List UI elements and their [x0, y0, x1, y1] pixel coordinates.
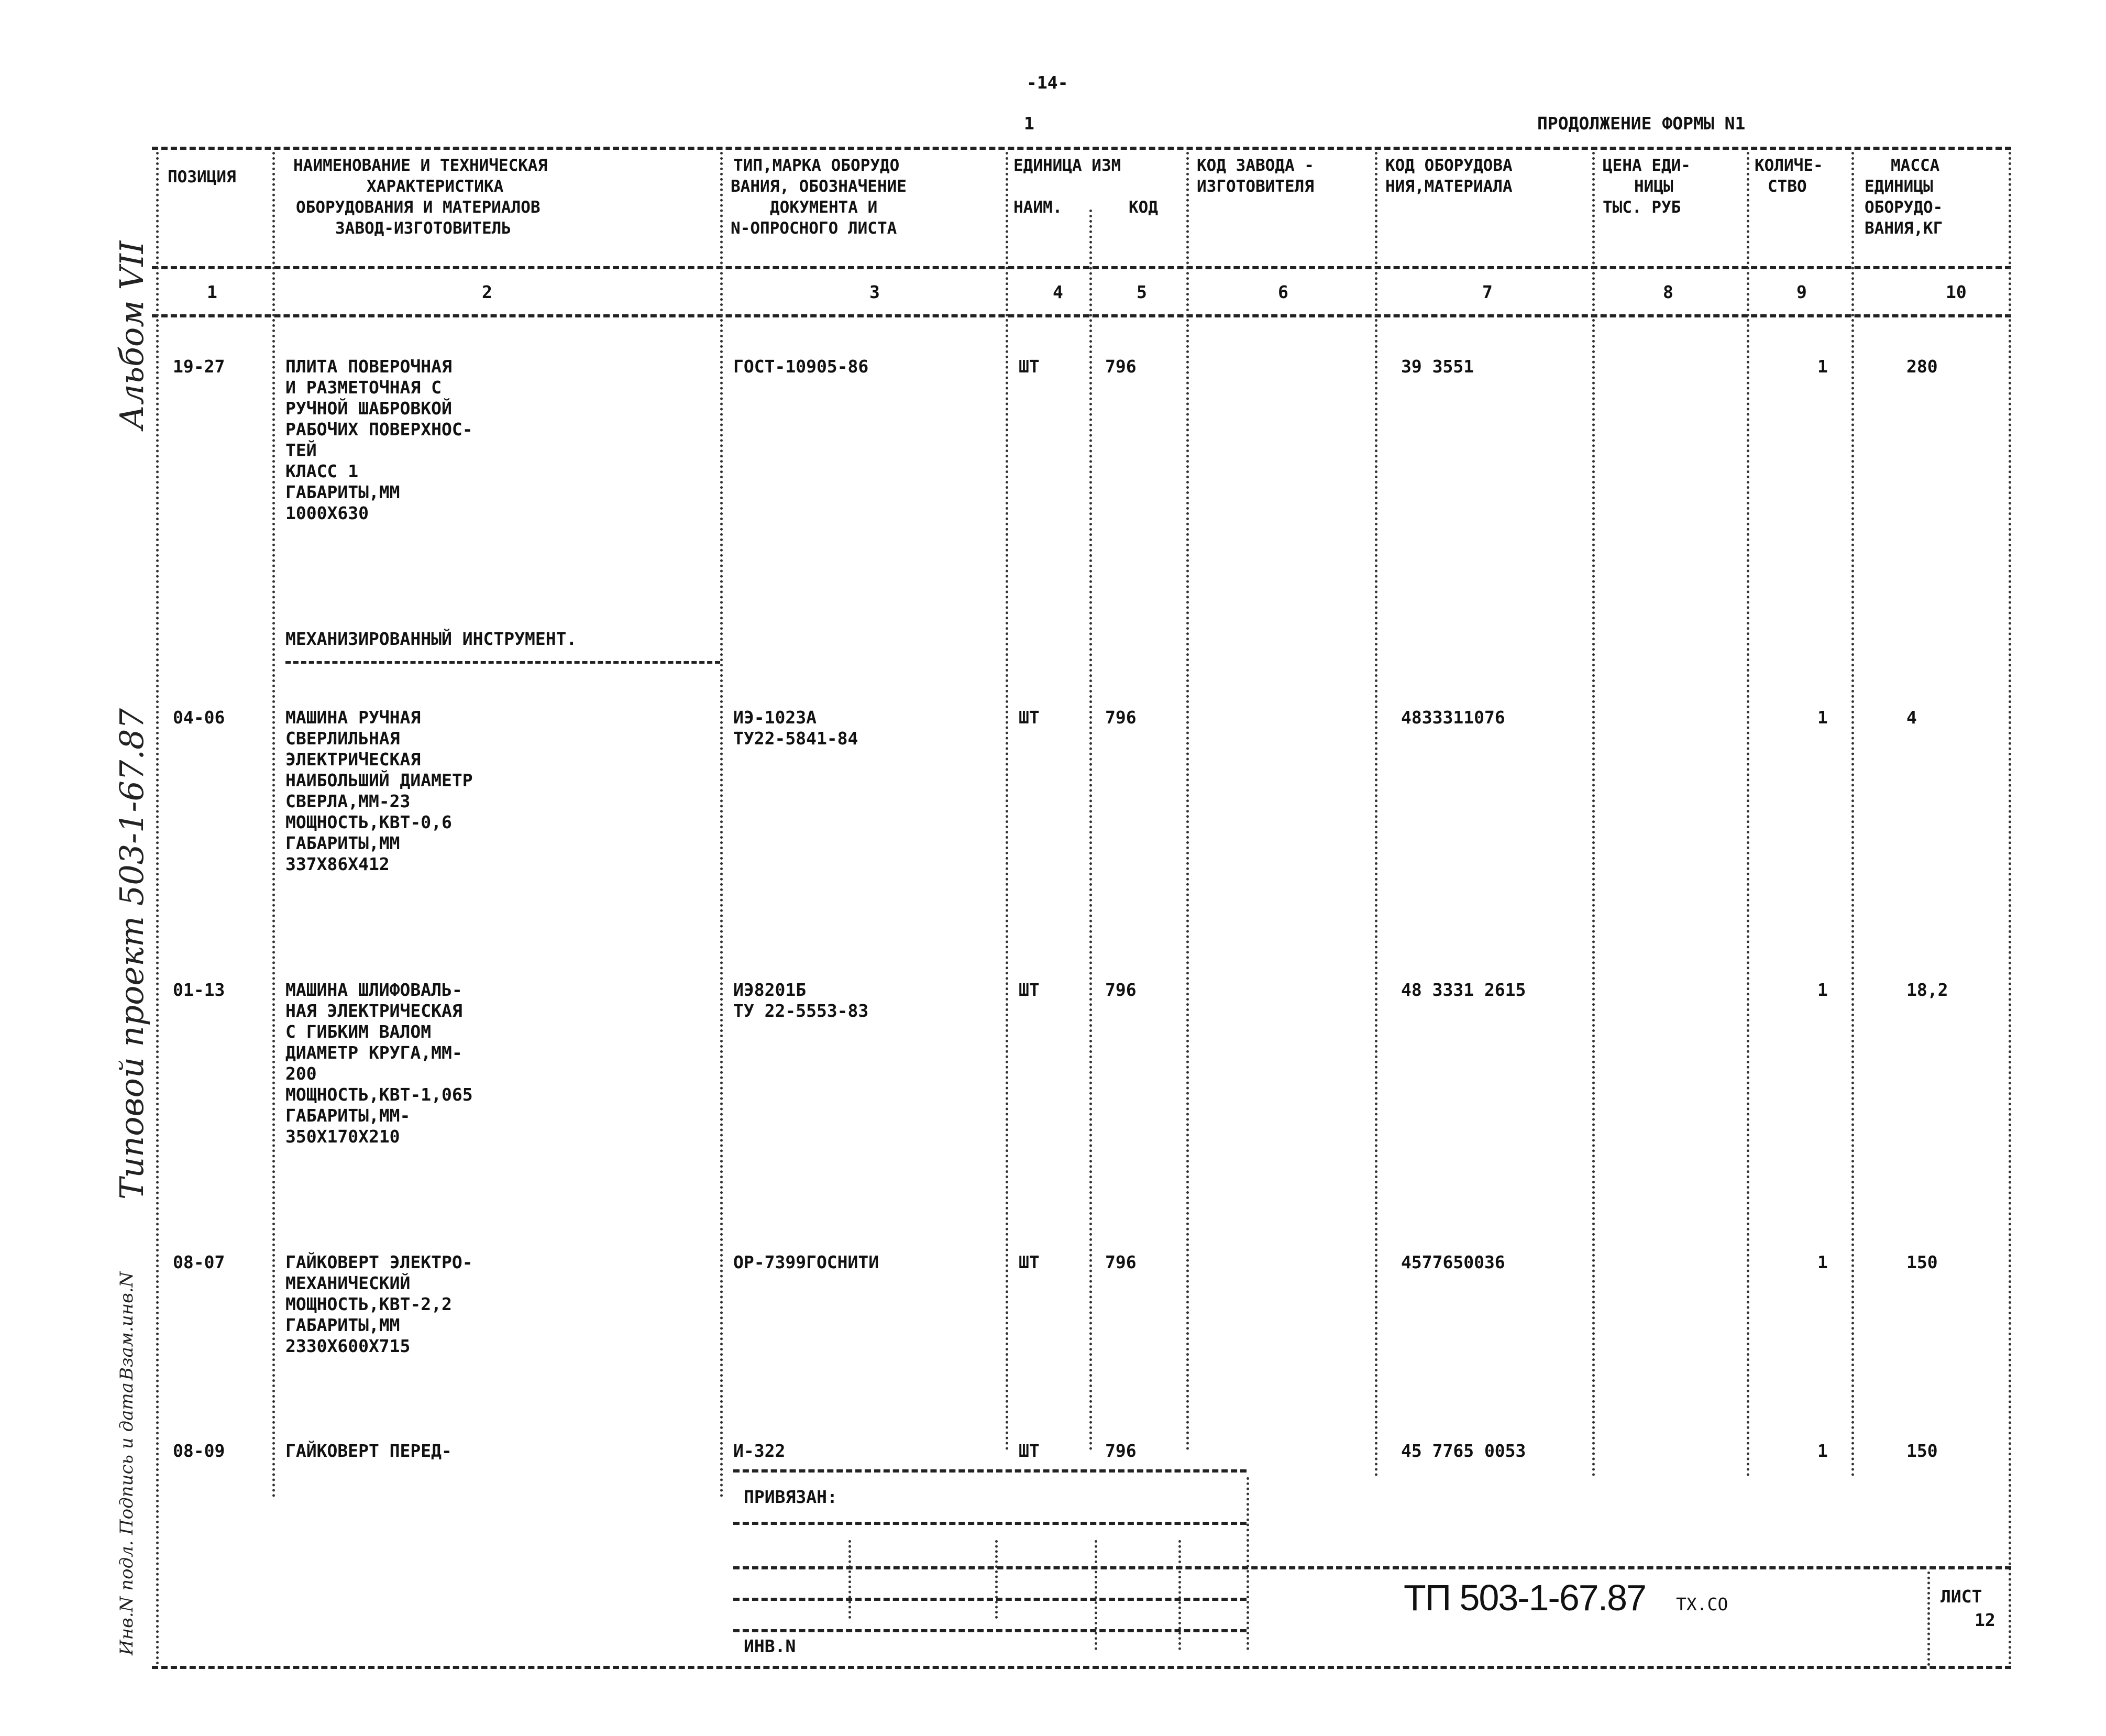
stamp-label-signature: Подпись и дата	[116, 1382, 137, 1535]
header-type-l4: N-ОПРОСНОГО ЛИСТА	[731, 219, 897, 238]
header-factory-code-l2: ИЗГОТОВИТЕЛЯ	[1197, 177, 1314, 196]
row-1-unit: ШТ	[1019, 356, 1040, 377]
row-4-qty: 1	[1817, 1252, 1828, 1272]
row-4-unit-code: 796	[1105, 1252, 1137, 1272]
row-3-qty: 1	[1817, 980, 1828, 1000]
row-4-name: ГАЙКОВЕРТ ЭЛЕКТРО- МЕХАНИЧЕСКИЙ МОЩНОСТЬ,КВТ-2,2 ГАБАРИТЫ,ММ 2330X600X715	[285, 1252, 473, 1356]
vrule-c3	[1006, 152, 1008, 1451]
header-mass-l3: ОБОРУДО-	[1865, 198, 1943, 217]
row-5-qty: 1	[1817, 1441, 1828, 1461]
row-3-position: 01-13	[173, 980, 225, 1000]
row-4-code: 4577650036	[1401, 1252, 1505, 1272]
rule-top	[152, 147, 2011, 150]
vrule-c8	[1747, 152, 1749, 1477]
header-qty-l2: СТВО	[1768, 177, 1807, 196]
vrule-c9	[1851, 152, 1854, 1477]
page-number: -14-	[1027, 72, 1068, 93]
stamp-rule-3	[733, 1566, 2011, 1569]
row-1-type: ГОСТ-10905-86	[733, 356, 869, 377]
row-5-name: ГАЙКОВЕРТ ПЕРЕД-	[285, 1441, 452, 1461]
header-mass-l1: МАССА	[1891, 156, 1940, 175]
header-price-l1: ЦЕНА ЕДИ-	[1603, 156, 1691, 175]
row-3-mass: 18,2	[1906, 980, 1948, 1000]
header-equipment-code-l2: НИЯ,МАТЕРИАЛА	[1385, 177, 1513, 196]
row-1-mass: 280	[1906, 356, 1938, 377]
row-1-name: ПЛИТА ПОВЕРОЧНАЯ И РАЗМЕТОЧНАЯ С РУЧНОЙ ШАБРОВКОЙ РАБОЧИХ ПОВЕРХНОС- ТЕЙ КЛАСС 1 ГАБАРИТЫ,ММ 1000X630	[285, 356, 473, 523]
header-name-l1: НАИМЕНОВАНИЕ И ТЕХНИЧЕСКАЯ	[293, 156, 548, 175]
colnum-6: 6	[1278, 282, 1288, 302]
row-2-unit: ШТ	[1019, 707, 1040, 728]
header-factory-code-l1: КОД ЗАВОДА -	[1197, 156, 1314, 175]
colnum-10: 10	[1946, 282, 1967, 302]
row-2-qty: 1	[1817, 707, 1828, 728]
colnum-2: 2	[482, 282, 492, 302]
row-3-type: ИЭ8201Б ТУ 22-5553-83	[733, 980, 869, 1021]
row-2-mass: 4	[1906, 707, 1917, 728]
side-label-album: Альбом VII	[113, 240, 151, 430]
row-4-type: ОР-7399ГОСНИТИ	[733, 1252, 879, 1272]
row-5-unit-code: 796	[1105, 1441, 1137, 1461]
vrule-right	[2009, 152, 2011, 1666]
doc-code: ТП 503-1-67.87	[1404, 1577, 1646, 1618]
header-unit-code: КОД	[1129, 198, 1158, 217]
row-1-position: 19-27	[173, 356, 225, 377]
header-equipment-code-l1: КОД ОБОРУДОВА	[1385, 156, 1513, 175]
stamp-vrule-right	[1247, 1477, 1249, 1650]
row-4-unit: ШТ	[1019, 1252, 1040, 1272]
rule-bottom	[152, 1666, 2011, 1669]
stamp-rule-4	[733, 1598, 1247, 1601]
doc-suffix: ТХ.СО	[1676, 1594, 1728, 1614]
header-name-l2: ХАРАКТЕРИСТИКА	[367, 177, 504, 196]
stamp-label-inv-original: Инв.N подл.	[116, 1540, 137, 1655]
rule-header-bottom	[152, 266, 2011, 269]
header-name-l4: ЗАВОД-ИЗГОТОВИТЕЛЬ	[335, 219, 511, 238]
top-mark: 1	[1024, 113, 1034, 134]
colnum-4: 4	[1053, 282, 1063, 302]
vrule-left	[156, 152, 159, 1666]
header-mass-l4: ВАНИЯ,КГ	[1865, 219, 1943, 238]
side-label-project: Типовой проект 503-1-67.87	[113, 708, 151, 1200]
row-3-unit: ШТ	[1019, 980, 1040, 1000]
row-5-type: И-322	[733, 1441, 786, 1461]
stamp-vrule-d	[995, 1540, 998, 1619]
row-5-mass: 150	[1906, 1441, 1938, 1461]
header-price-l2: НИЦЫ	[1634, 177, 1673, 196]
header-type-l2: ВАНИЯ, ОБОЗНАЧЕНИЕ	[731, 177, 907, 196]
stamp-rule-2	[733, 1522, 1247, 1525]
vrule-c6	[1375, 152, 1377, 1477]
vrule-c1	[272, 152, 275, 1498]
section-underline	[285, 661, 720, 664]
stamp-vrule-sheet	[1927, 1572, 1930, 1666]
stamp-vrule-a	[1095, 1540, 1097, 1650]
colnum-9: 9	[1796, 282, 1807, 302]
header-type-l3: ДОКУМЕНТА И	[770, 198, 878, 217]
header-unit-name: НАИМ.	[1013, 198, 1063, 217]
row-5-position: 08-09	[173, 1441, 225, 1461]
row-4-position: 08-07	[173, 1252, 225, 1272]
header-price-l3: ТЫС. РУБ	[1603, 198, 1681, 217]
row-2-unit-code: 796	[1105, 707, 1137, 728]
row-5-unit: ШТ	[1019, 1441, 1040, 1461]
colnum-8: 8	[1663, 282, 1673, 302]
row-1-qty: 1	[1817, 356, 1828, 377]
header-unit: ЕДИНИЦА ИЗМ	[1013, 156, 1121, 175]
stamp-rule-5	[733, 1629, 1247, 1632]
header-position: ПОЗИЦИЯ	[168, 168, 236, 186]
row-3-unit-code: 796	[1105, 980, 1137, 1000]
header-type-l1: ТИП,МАРКА ОБОРУДО	[733, 156, 900, 175]
sheet-number: 12	[1975, 1610, 1995, 1630]
colnum-7: 7	[1482, 282, 1493, 302]
stamp-inv-label: ИНВ.N	[744, 1636, 796, 1656]
stamp-rule-1	[733, 1469, 1247, 1473]
stamp-vrule-c	[848, 1540, 851, 1619]
colnum-1: 1	[207, 282, 217, 302]
row-2-type: ИЭ-1023А ТУ22-5841-84	[733, 707, 858, 749]
header-mass-l2: ЕДИНИЦЫ	[1865, 177, 1933, 196]
vrule-c7	[1592, 152, 1595, 1477]
header-qty-l1: КОЛИЧЕ-	[1755, 156, 1823, 175]
header-name-l3: ОБОРУДОВАНИЯ И МАТЕРИАЛОВ	[296, 198, 541, 217]
row-2-position: 04-06	[173, 707, 225, 728]
row-1-code: 39 3551	[1401, 356, 1474, 377]
row-2-name: МАШИНА РУЧНАЯ СВЕРЛИЛЬНАЯ ЭЛЕКТРИЧЕСКАЯ НАИБОЛЬШИЙ ДИАМЕТР СВЕРЛА,ММ-23 МОЩНОСТЬ,КВТ-0,6 ГАБАРИТЫ,ММ 337X86X412	[285, 707, 473, 874]
stamp-label-replace-inv: Взам.инв.N	[116, 1271, 137, 1380]
row-5-code: 45 7765 0053	[1401, 1441, 1526, 1461]
continuation-label: ПРОДОЛЖЕНИЕ ФОРМЫ N1	[1537, 113, 1746, 134]
row-2-code: 4833311076	[1401, 707, 1505, 728]
vrule-c4	[1089, 210, 1092, 1451]
row-1-unit-code: 796	[1105, 356, 1137, 377]
sheet-label: ЛИСТ	[1940, 1586, 1982, 1607]
section-title: МЕХАНИЗИРОВАННЫЙ ИНСТРУМЕНТ.	[285, 629, 577, 649]
stamp-bound-label: ПРИВЯЗАН:	[744, 1487, 837, 1507]
stamp-vrule-b	[1178, 1540, 1181, 1650]
rule-column-numbers	[152, 314, 2011, 317]
colnum-5: 5	[1137, 282, 1147, 302]
colnum-3: 3	[869, 282, 880, 302]
vrule-c5	[1186, 152, 1189, 1451]
row-4-mass: 150	[1906, 1252, 1938, 1272]
row-3-code: 48 3331 2615	[1401, 980, 1526, 1000]
vrule-c2	[720, 152, 723, 1498]
row-3-name: МАШИНА ШЛИФОВАЛЬ- НАЯ ЭЛЕКТРИЧЕСКАЯ С ГИБКИМ ВАЛОМ ДИАМЕТР КРУГА,ММ- 200 МОЩНОСТЬ,КВТ-1,065 ГАБАРИТЫ,ММ- 350X170X210	[285, 980, 473, 1147]
